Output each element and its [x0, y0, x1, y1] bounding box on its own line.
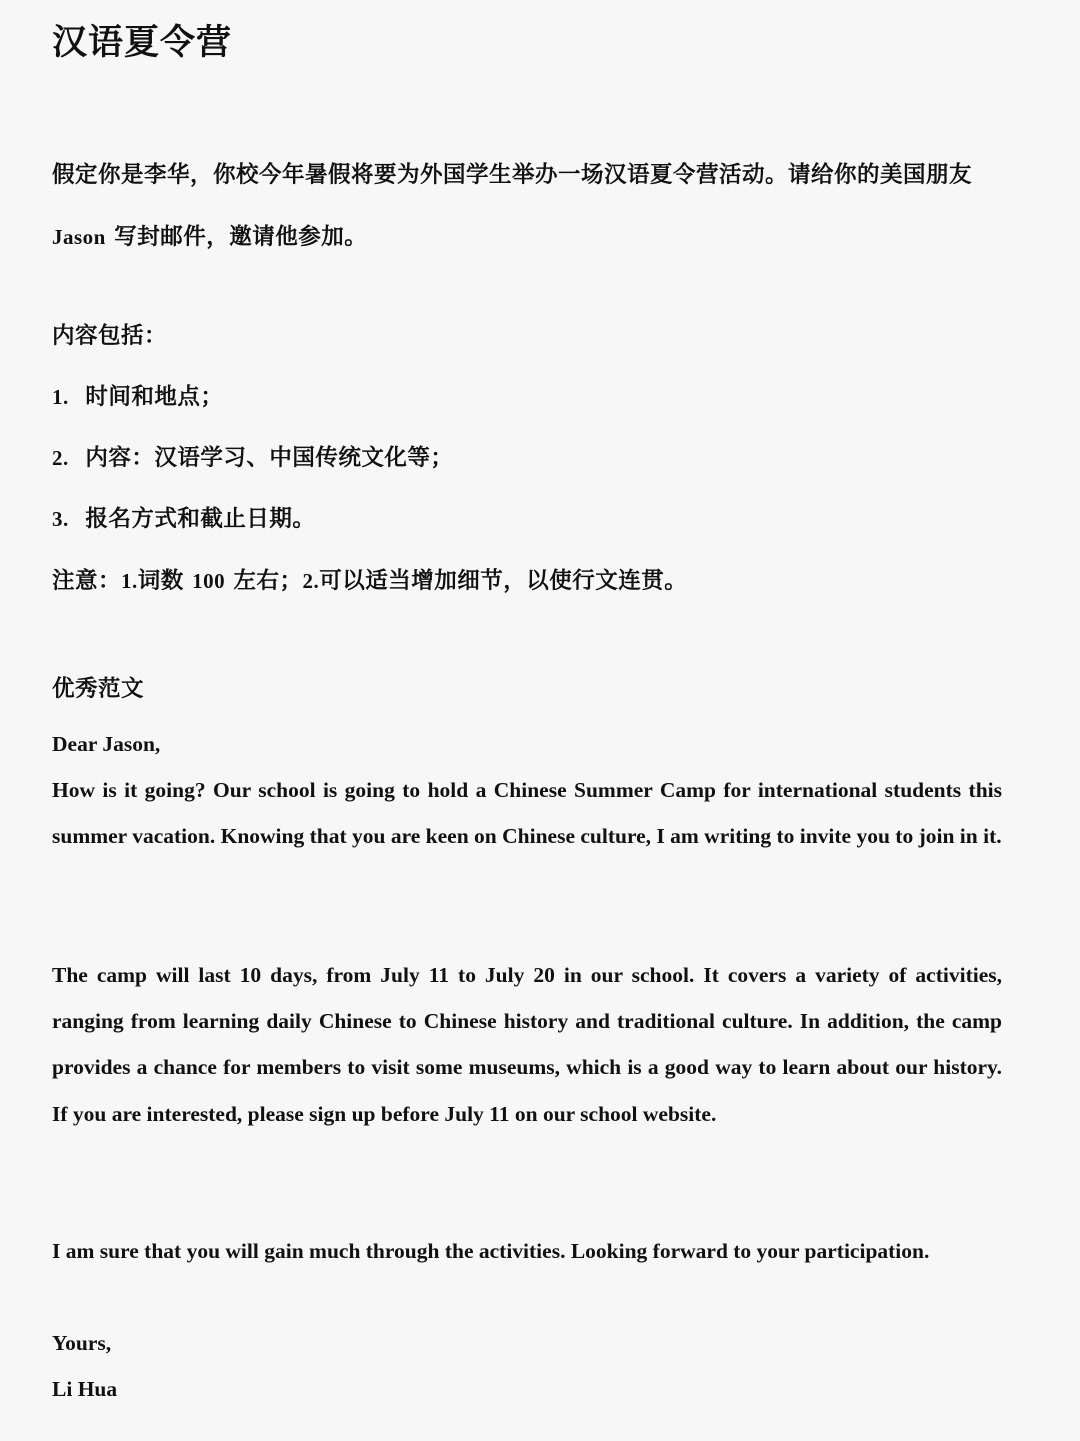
requirement-item-3 — [52, 501, 315, 537]
note-word-count-suffix: 左右； — [233, 568, 303, 594]
requirement-number: 2. — [52, 446, 69, 470]
prompt-line-2-text: 写封邮件，邀请他参加。 — [105, 224, 368, 250]
letter-paragraph-3: I am sure that you will gain much through the activities. Looking forward to your participation. — [52, 1239, 930, 1263]
prompt-line-2 — [52, 206, 1012, 268]
requirement-text: 内容：汉语学习、中国传统文化等； — [85, 445, 454, 471]
letter-paragraph-2: The camp will last 10 days, from July 11 to July 20 in our school. It covers a variety of activities, ranging from learning daily Chinese to Chinese history and traditional culture. In addition, the camp provides a chance for members to visit some museums, which is a good way to learn about our history. If you are interested, please sign up before July 11 on our school website. — [52, 963, 1002, 1126]
note-word-count-label: 词数 — [137, 568, 184, 594]
note-prefix: 注意： — [52, 568, 122, 594]
requirements-heading: 内容包括： — [52, 323, 168, 349]
note-line — [52, 563, 687, 599]
letter-greeting: Dear Jason, — [52, 732, 161, 756]
requirement-item-2 — [52, 440, 453, 476]
task-prompt — [52, 144, 1012, 268]
letter-signature: Li Hua — [52, 1377, 118, 1401]
prompt-line-1: 假定你是李华，你校今年暑假将要为外国学生举办一场汉语夏令营活动。请给你的美国朋友 — [52, 162, 973, 188]
note-detail-text: 可以适当增加细节，以使行文连贯。 — [319, 568, 688, 594]
page-title: 汉语夏令营 — [52, 23, 233, 63]
prompt-recipient-name: Jason — [52, 225, 106, 249]
letter-paragraph-1: How is it going? Our school is going to hold a Chinese Summer Camp for international students this summer vacation. Knowing that you are keen on Chinese culture, I am writing to invite you to join in it. — [52, 778, 1002, 849]
requirement-number: 1. — [52, 385, 69, 409]
requirement-number: 3. — [52, 507, 69, 531]
note-word-count: 100 — [192, 569, 226, 593]
letter-closing: Yours, — [52, 1331, 112, 1355]
note-number-2: 2. — [302, 569, 320, 593]
sample-heading: 优秀范文 — [52, 676, 145, 702]
requirement-text: 时间和地点； — [85, 384, 224, 410]
requirement-text: 报名方式和截止日期。 — [85, 506, 316, 532]
note-number-1: 1. — [121, 569, 138, 593]
requirement-item-1 — [52, 379, 223, 415]
